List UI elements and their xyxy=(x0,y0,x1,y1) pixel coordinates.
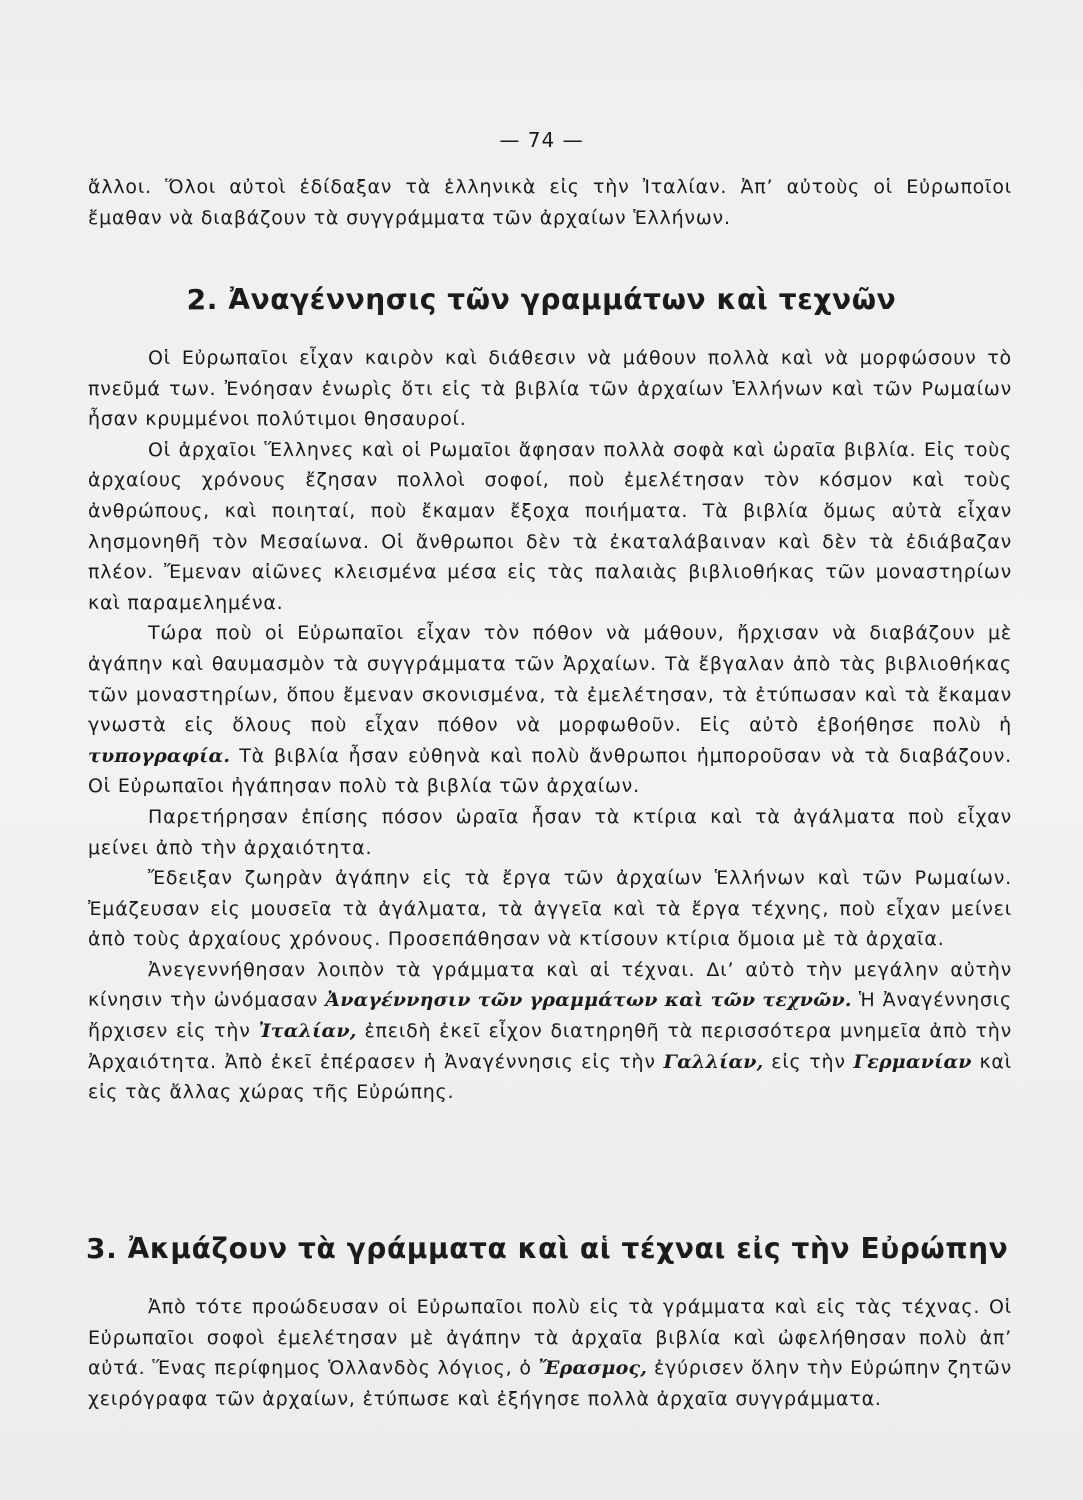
section-2-paragraph-3-text: Τώρα ποὺ οἱ Εὐρωπαῖοι εἶχαν τὸν πόθον νὰ μάθουν, ἤρχισαν νὰ διαβάζουν μὲ ἀγάπην καὶ θαυμασμὸν τὰ συγγράμματα τῶν Ἀρχαίων. Τὰ ἔβγαλαν ἀπὸ τὰς βιβλιοθήκας τῶν μοναστηρίων, ὅπου ἔμεναν σκονισμένα, τὰ ἐμελέτησαν, τὰ ἐτύπωσαν καὶ τὰ ἔκαμαν γνωστὰ εἰς ὅλους ποὺ εἶχαν πόθον νὰ μορφωθοῦν. Εἰς αὐτὸ ἐβοήθησε πολὺ ἡ xyxy=(88,622,1012,737)
section-2-paragraph-6-c: ἐπειδὴ ἐκεῖ εἶχον διατηρηθῆ τὰ περισσότερα μνημεῖα ἀπὸ τὴν Ἀρχαιότητα. Ἀπὸ ἐκεῖ ἐπέρασεν ἡ Ἀναγέννησις εἰς τὴν xyxy=(88,1020,1012,1073)
term-italy: Ἰταλίαν, xyxy=(258,1020,357,1043)
page-number: — 74 — xyxy=(499,128,584,152)
section-2-paragraph-6-d: εἰς τὴν xyxy=(771,1050,846,1073)
name-erasmus: Ἔρασμος, xyxy=(538,1357,648,1380)
section-2-paragraph-4: Παρετήρησαν ἐπίσης πόσον ὡραῖα ἦσαν τὰ κτίρια καὶ τὰ ἀγάλματα ποὺ εἶχαν μείνει ἀπὸ τὴν ἀρχαιότητα. xyxy=(88,805,1012,859)
term-germany: Γερμανίαν xyxy=(853,1050,972,1073)
section-2-paragraph-5: Ἔδειξαν ζωηρὰν ἀγάπην εἰς τὰ ἔργα τῶν ἀρχαίων Ἑλλήνων καὶ τῶν Ρωμαίων. Ἐμάζευσαν εἰς μουσεῖα τὰ ἀγάλματα, τὰ ἀγγεῖα καὶ τὰ ἔργα τέχνης, ποὺ εἶχαν μείνει ἀπὸ τοὺς ἀρχαίους χρόνους. Προσεπάθησαν νὰ κτίσουν κτίρια ὅμοια μὲ τὰ ἀρχαῖα. xyxy=(88,867,1012,951)
section-3-paragraph-1-a: Ἀπὸ τότε προώδευσαν οἱ Εὐρωπαῖοι πολὺ εἰς τὰ γράμματα καὶ εἰς τὰς τέχνας. Οἱ Εὐρωπαῖοι σοφοὶ ἐμελέτησαν μὲ ἀγάπην τὰ ἀρχαῖα βιβλία καὶ ὠφελήθησαν πολὺ ἀπ’ αὐτά. Ἕνας περίφημος Ὁλλανδὸς λόγιος, ὁ xyxy=(88,1296,1012,1380)
section-3-heading: 3. Ἀκμάζουν τὰ γράμματα καὶ αἱ τέχναι εἰς τὴν Εὐρώπην xyxy=(86,1232,1009,1265)
section-2-body xyxy=(88,343,1012,1108)
intro-paragraph: ἄλλοι. Ὅλοι αὐτοὶ ἐδίδαξαν τὰ ἑλληνικὰ εἰς τὴν Ἰταλίαν. Ἀπ’ αὐτοὺς οἱ Εὐρωποῖοι ἔμαθαν νὰ διαβάζουν τὰ συγγράμματα τῶν ἀρχαίων Ἑλλήνων. xyxy=(88,176,1012,229)
section-2-paragraph-6 xyxy=(88,955,1012,1108)
section-2-heading: 2. Ἀναγέννησις τῶν γραμμάτων καὶ τεχνῶν xyxy=(186,283,897,316)
section-2-paragraph-1: Οἱ Εὐρωπαῖοι εἶχαν καιρὸν καὶ διάθεσιν νὰ μάθουν πολλὰ καὶ νὰ μορφώσουν τὸ πνεῦμά των. Ἐνόησαν ἐνωρὶς ὅτι εἰς τὰ βιβλία τῶν ἀρχαίων Ἑλλήνων καὶ τῶν Ρωμαίων ἦσαν κρυμμένοι πολύτιμοι θησαυροί. xyxy=(88,347,1012,431)
term-france: Γαλλίαν, xyxy=(663,1050,764,1073)
section-2-paragraph-3 xyxy=(88,618,1012,802)
section-2-paragraph-3-end: Τὰ βιβλία ἦσαν εὐθηνὰ καὶ πολὺ ἄνθρωποι ἠμποροῦσαν νὰ τὰ διαβάζουν. Οἱ Εὐρωπαῖοι ἠγάπησαν πολὺ τὰ βιβλία τῶν ἀρχαίων. xyxy=(88,744,1012,798)
term-typography: τυπογραφία. xyxy=(88,744,231,767)
term-renaissance: Ἀναγέννησιν τῶν γραμμάτων καὶ τῶν τεχνῶν. xyxy=(325,989,852,1012)
section-2-paragraph-6-a: Ἀνεγεννήθησαν λοιπὸν τὰ γράμματα καὶ αἱ τέχναι. Δι’ αὐτὸ τὴν μεγάλην αὐτὴν κίνησιν τὴν ὠνόμασαν xyxy=(88,958,1012,1012)
section-3-paragraph-1 xyxy=(88,1292,1012,1414)
section-2-paragraph-2: Οἱ ἀρχαῖοι Ἕλληνες καὶ οἱ Ρωμαῖοι ἄφησαν πολλὰ σοφὰ καὶ ὡραῖα βιβλία. Εἰς τοὺς ἀρχαίους χρόνους ἔζησαν πολλοὶ σοφοί, ποὺ ἐμελέτησαν τὸν κόσμον καὶ τοὺς ἀνθρώπους, καὶ ποιηταί, ποὺ ἔκαμαν ἔξοχα ποιήματα. Τὰ βιβλία ὅμως αὐτὰ εἶχαν λησμονηθῆ τὸν Μεσαίωνα. Οἱ ἄνθρωποι δὲν τὰ ἐκαταλάβαιναν καὶ δὲν τὰ ἐδιάβαζαν πλέον. Ἔμεναν αἰῶνες κλεισμένα μέσα εἰς τὰς παλαιὰς βιβλιοθήκας τῶν μοναστηρίων καὶ παραμελημένα. xyxy=(88,438,1012,614)
section-2-paragraph-6-b: Ἡ Ἀναγέννησις ἤρχισεν εἰς τὴν xyxy=(88,989,1012,1043)
section-2-paragraph-6-e: καὶ εἰς τὰς ἄλλας χώρας τῆς Εὐρώπης. xyxy=(88,1050,1012,1104)
section-3-body xyxy=(88,1292,1012,1414)
section-3-paragraph-1-b: ἐγύρισεν ὅλην τὴν Εὐρώπην ζητῶν χειρόγραφα τῶν ἀρχαίων, ἐτύπωσε καὶ ἐξήγησε πολλὰ ἀρχαῖα συγγράμματα. xyxy=(88,1357,1013,1410)
